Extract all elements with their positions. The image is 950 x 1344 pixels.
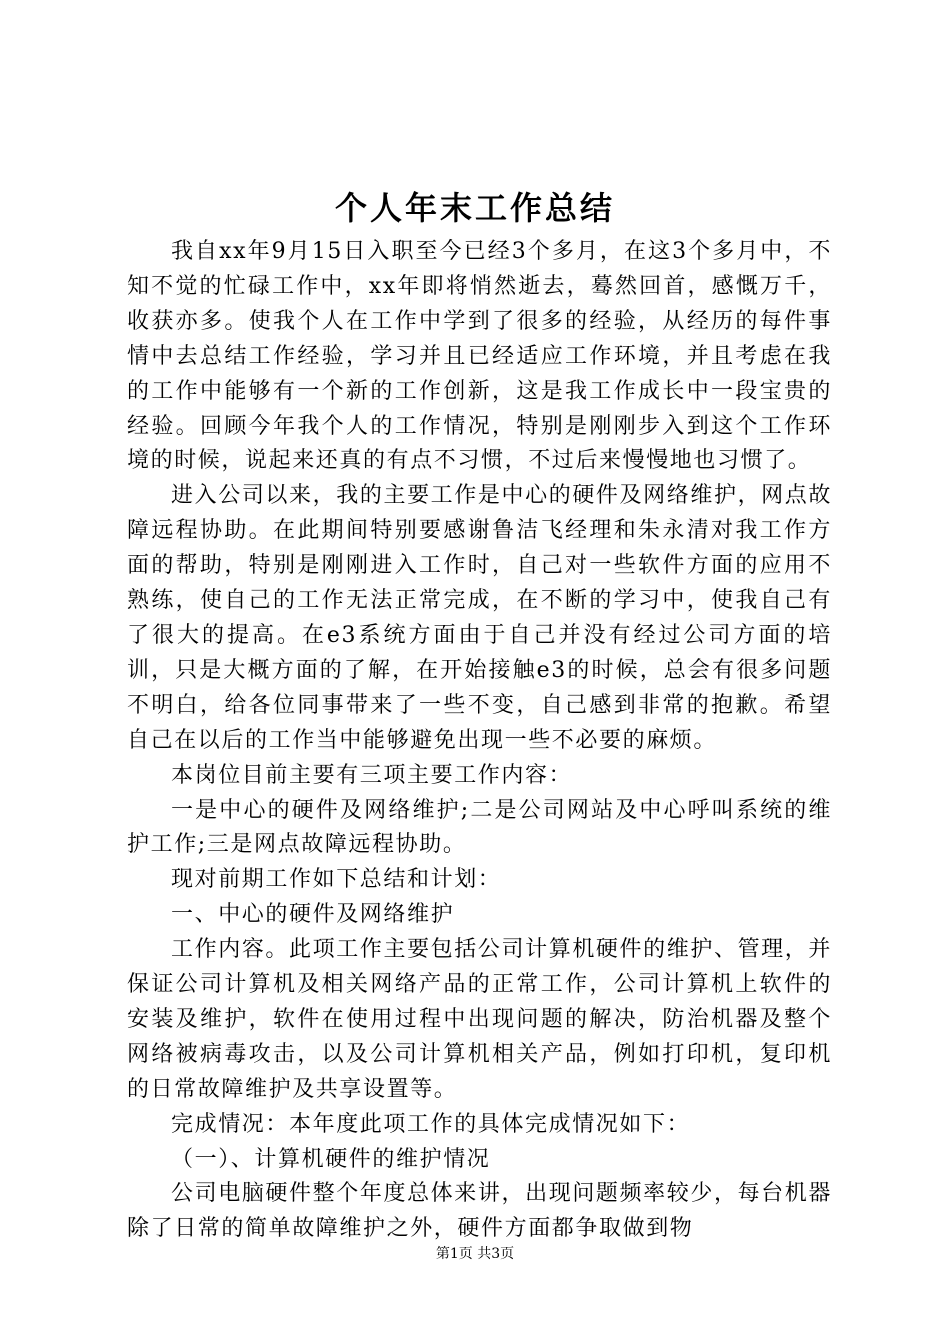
paragraph: 我自xx年9月15日入职至今已经3个多月，在这3个多月中，不知不觉的忙碌工作中，xx年即将悄然逝去，蓦然回首，感慨万千，收获亦多。使我个人在工作中学到了很多的经验，从经历的每件事情中去总结工作经验，学习并且已经适应工作环境，并且考虑在我的工作中能够有一个新的工作创新，这是我工作成长中一段宝贵的经验。回顾今年我个人的工作情况，特别是刚刚步入到这个工作环境的时候，说起来还真的有点不习惯，不过后来慢慢地也习惯了。 [127,239,832,474]
paragraph: 进入公司以来，我的主要工作是中心的硬件及网络维护，网点故障远程协助。在此期间特别要感谢鲁洁飞经理和朱永清对我工作方面的帮助，特别是刚刚进入工作时，自己对一些软件方面的应用不熟练，使自己的工作无法正常完成，在不断的学习中，使我自己有了很大的提高。在e3系统方面由于自己并没有经过公司方面的培训，只是大概方面的了解，在开始接触e3的时候，总会有很多问题不明白，给各位同事带来了一些不变，自己感到非常的抱歉。希望自己在以后的工作当中能够避免出现一些不必要的麻烦。 [127,483,832,753]
page-footer: 第1页 共3页 [435,1246,515,1262]
paragraph: 现对前期工作如下总结和计划： [171,867,502,893]
document-title: 个人年末工作总结 [334,189,615,227]
paragraph: 工作内容。此项工作主要包括公司计算机硬件的维护、管理，并保证公司计算机及相关网络产品的正常工作，公司计算机上软件的安装及维护，软件在使用过程中出现问题的解决，防治机器及整个网络被病毒攻击，以及公司计算机相关产品，例如打印机，复印机的日常故障维护及共享设置等。 [127,937,832,1102]
subsection-heading: （一）、计算机硬件的维护情况 [171,1146,491,1172]
paragraph: 一是中心的硬件及网络维护;二是公司网站及中心呼叫系统的维护工作;三是网点故障远程协助。 [127,797,832,858]
document-body [127,235,832,1247]
paragraph: 本岗位目前主要有三项主要工作内容： [171,762,573,788]
paragraph: 公司电脑硬件整个年度总体来讲，出现问题频率较少，每台机器除了日常的简单故障维护之外，硬件方面都争取做到物 [127,1181,832,1242]
section-heading: 一、中心的硬件及网络维护 [171,902,455,928]
paragraph: 完成情况：本年度此项工作的具体完成情况如下： [171,1111,691,1137]
